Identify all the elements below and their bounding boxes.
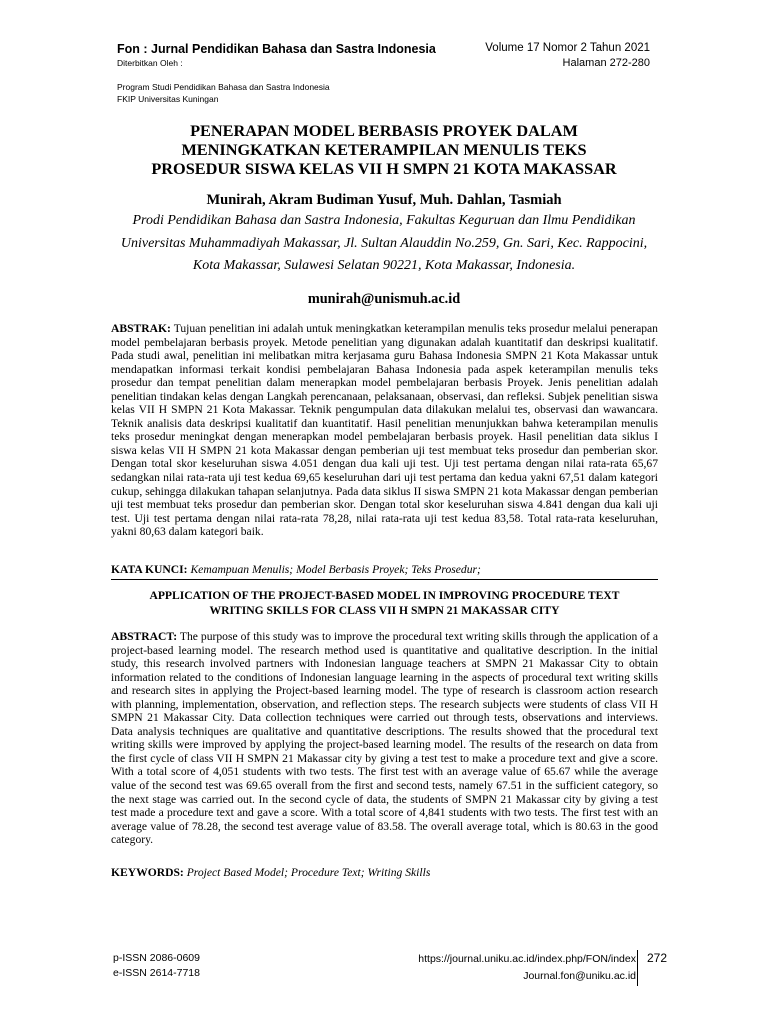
journal-volume: Volume 17 Nomor 2 Tahun 2021: [485, 42, 650, 54]
article-title: [110, 121, 658, 178]
abstract-label: ABSTRAK:: [111, 322, 171, 335]
title-line: PROSEDUR SISWA KELAS VII H SMPN 21 KOTA MAKASSAR: [151, 159, 617, 178]
keywords-label: KATA KUNCI:: [111, 563, 188, 576]
abstract-english: [111, 630, 658, 847]
section-divider: [111, 579, 658, 580]
article-authors: Munirah, Akram Budiman Yusuf, Muh. Dahlan, Tasmiah: [206, 192, 562, 208]
keywords-english: [111, 866, 658, 879]
abstract-indonesian: [111, 322, 658, 539]
abstract-text: The purpose of this study was to improve the procedural text writing skills through the application of a project-based learning model. The research method used is quantitative and qualitative description. In the initial study, this research involved partners with Indonesian language teachers at SMPN 21 Makassar City to obtain information related to the conditions of Indonesian language learning in the aspects of procedural text writing skills and research sites in applying the Project-based learning model. The type of research is classroom action research with planning, implementation, observation, and reflection steps. The research subjects were students of class VII H SMPN 21 Makassar City. Data collection techniques were carried out through tests, observations and interviews. Data analysis techniques are qualitative and quantitative descriptions. The results showed that the procedural text writing skills were improved by applying the project-based learning model. The results of the research on data from the first cycle of class VII H SMPN 21 Makassar city by giving a test test to make a procedure text and give a score. With a total score of 4,051 students with two tests. The first test with an average value of 65.67 while the average value of the second test was 69.65 overall from the first and second tests, namely 67.51 in the sufficient category, so the next stage was carried out. In the second cycle of data, the students of SMPN 21 Makassar city by giving a test test made a procedure text and gave a score. With a total score of 4,841 students with two tests. The first test with an average value of 78.28, the second test average value of 83.58. The overall average total, which is 80.63 in the good category.: [111, 630, 658, 847]
title-line: PENERAPAN MODEL BERBASIS PROYEK DALAM: [190, 121, 578, 140]
keywords-label: KEYWORDS:: [111, 866, 184, 879]
english-title-line: APPLICATION OF THE PROJECT-BASED MODEL IN IMPROVING PROCEDURE TEXT: [149, 589, 620, 602]
page-number: 272: [647, 951, 668, 965]
keywords-indonesian: [111, 563, 658, 576]
author-email: munirah@unismuh.ac.id: [307, 291, 461, 307]
publisher-program: Program Studi Pendidikan Bahasa dan Sastra Indonesia: [117, 82, 330, 92]
author-affiliation: Prodi Pendidikan Bahasa dan Sastra Indonesia, Fakultas Keguruan dan Ilmu Pendidikan Universitas Muhammadiyah Makassar, Jl. Sultan Alauddin No.259, Gn. Sari, Kec. Rappocini, Kota Makassar, Sulawesi Selatan 90221, Kota Makassar, Indonesia.: [120, 213, 648, 273]
abstract-label: ABSTRACT:: [111, 630, 178, 643]
abstract-text: Tujuan penelitian ini adalah untuk meningkatkan keterampilan menulis teks prosedur melalui penerapan model pembelajaran berbasis proyek. Metode penelitian yang digunakan adalah kuantitatif dan deskripsi kualitatif. Pada studi awal, penelitian ini melibatkan mitra kerjasama guru Bahasa Indonesia SMPN 21 Kota Makassar untuk mendapatkan informasi terkait kondisi pembelajaran Bahasa Indonesia pada aspek keterampilan menulis teks prosedur dan tempat penelitian dalam menerapkan model pembelajaran berbasis Proyek. Jenis penelitian adalah penelitian tindakan kelas dengan Langkah perencanaan, pelaksanaan, observasi, dan refleksi. Subjek penelitian siswa kelas VII H SMPN 21 Kota Makassar. Teknik pengumpulan data dilakukan melalui tes, observasi dan wawancara. Teknik analisis data deskripsi kualitatif dan kuantitatif. Hasil penelitian menunjukkan bahwa keterampilan menulis teks prosedur meningkat dengan menerapkan model pembelajaran berbasis proyek. Hasil penelitian data siklus I siswa kelas VII H SMPN 21 kota Makassar dengan pemberian uji test membuat teks prosedur dan pemberian skor. Dengan total skor keseluruhan siswa 4.051 dengan dua kali uji test. Uji test pertama dengan nilai rata-rata 65,67 sedangkan nilai rata-rata uji test kedua 69,65 keseluruhan dari uji test pertama dan kedua yakni 67,51 dalam kategori cukup, sehingga dilakukan tahapan selanjutnya. Pada data siklus II siswa SMPN 21 kota Makassar dengan pemberian uji test membuat teks prosedur dan pemberian skor. Dengan total skor keseluruhan siswa 4.841 dengan dua kali uji test. Uji test pertama dengan nilai rata-rata 78,28, nilai rata-rata uji test kedua 83,58. Total rata-rata keseluruhan, yakni 80,63 dalam kategori baik.: [111, 322, 658, 539]
title-line: MENINGKATKAN KETERAMPILAN MENULIS TEKS: [181, 140, 587, 159]
keywords-text: Kemampuan Menulis; Model Berbasis Proyek; Teks Prosedur;: [190, 563, 481, 576]
footer-email-link[interactable]: Journal.fon@uniku.ac.id: [523, 970, 636, 982]
publisher-faculty: FKIP Universitas Kuningan: [117, 94, 219, 104]
footer-divider: [637, 950, 638, 986]
journal-name: Fon : Jurnal Pendidikan Bahasa dan Sastra Indonesia: [117, 42, 436, 56]
english-title: [111, 588, 658, 618]
footer-e-issn: e-ISSN 2614-7718: [113, 967, 200, 979]
footer-p-issn: p-ISSN 2086-0609: [113, 952, 200, 964]
footer-journal-link[interactable]: https://journal.uniku.ac.id/index.php/FON/index: [418, 953, 636, 965]
english-title-line: WRITING SKILLS FOR CLASS VII H SMPN 21 MAKASSAR CITY: [209, 604, 560, 617]
publisher-info: [117, 81, 330, 105]
keywords-text: Project Based Model; Procedure Text; Writing Skills: [186, 866, 431, 879]
page-range: Halaman 272-280: [562, 57, 650, 69]
publisher-label: Diterbitkan Oleh :: [117, 58, 183, 68]
